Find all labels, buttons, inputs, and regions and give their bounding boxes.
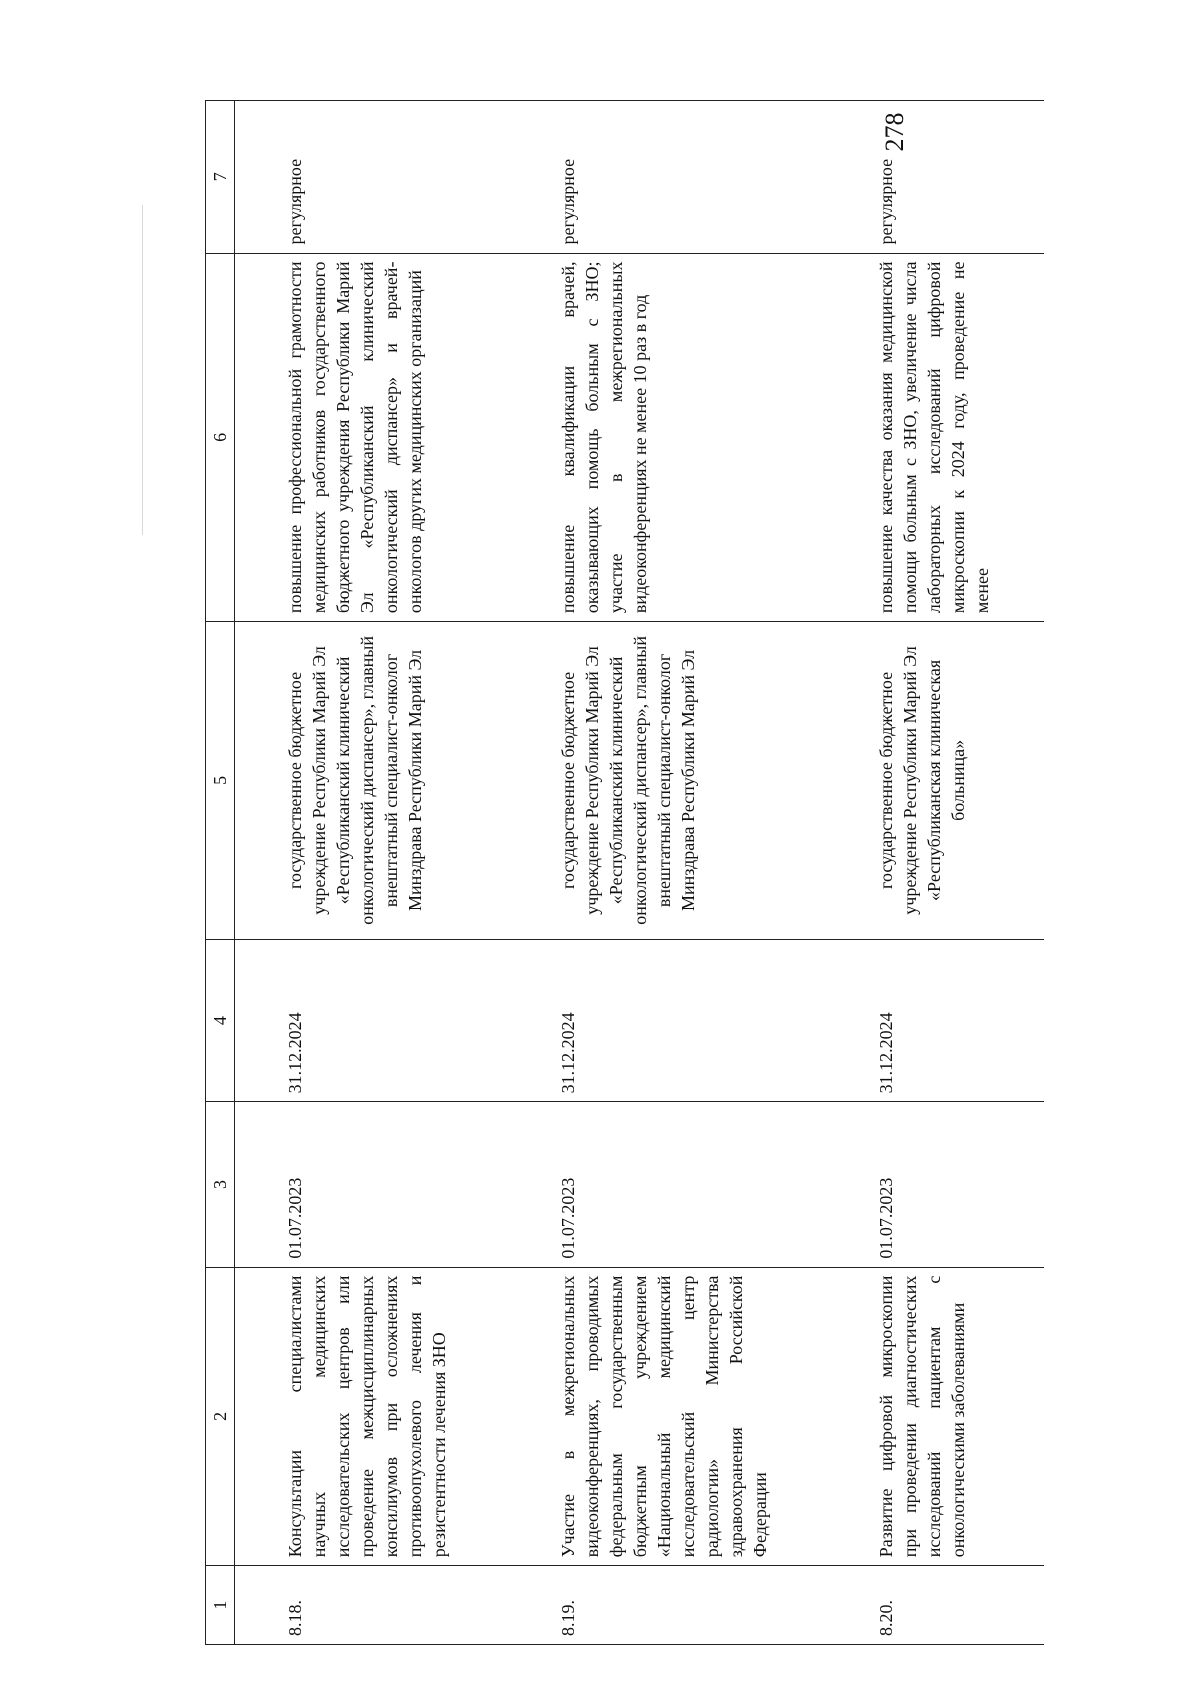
table-row bbox=[235, 101, 509, 1645]
frequency: регулярное bbox=[235, 101, 509, 254]
scan-artifact-line bbox=[142, 205, 143, 535]
end-date: 31.12.2024 bbox=[826, 939, 1044, 1102]
header-col-6: 6 bbox=[206, 253, 235, 622]
start-date: 01.07.2023 bbox=[235, 1102, 509, 1267]
rotated-table bbox=[205, 100, 1200, 1645]
header-col-1: 1 bbox=[206, 1566, 235, 1645]
expected-result: повышение квалификации врачей, оказывающих помощь больным с ЗНО; участие в межрегиональных видеоконференциях не менее 10 раз в год bbox=[508, 253, 826, 622]
row-number: 8.20. bbox=[826, 1566, 1044, 1645]
header-col-5: 5 bbox=[206, 622, 235, 940]
event-description: Участие в межрегиональных видеоконференциях, проводимых федеральным государственным бюджетным учреждением «Национальный медицинский исследовательский центр радиологии» Министерства здравоохранения Российской Федерации bbox=[508, 1267, 826, 1566]
event-description: Развитие цифровой микроскопии при проведении диагностических исследований пациентам с онкологическими заболеваниями bbox=[826, 1267, 1044, 1566]
row-number: 8.19. bbox=[508, 1566, 826, 1645]
frequency: регулярное bbox=[508, 101, 826, 254]
start-date: 01.07.2023 bbox=[826, 1102, 1044, 1267]
row-number: 8.18. bbox=[235, 1566, 509, 1645]
header-col-3: 3 bbox=[206, 1102, 235, 1267]
responsible-party: государственное бюджетное учреждение Республики Марий Эл «Республиканский клинический онкологический диспансер», главный внештатный специалист-онколог Минздрава Республики Марий Эл bbox=[508, 622, 826, 940]
rotated-table-container bbox=[205, 100, 1200, 1645]
end-date: 31.12.2024 bbox=[235, 939, 509, 1102]
header-col-4: 4 bbox=[206, 939, 235, 1102]
responsible-party: государственное бюджетное учреждение Республики Марий Эл «Республиканская клиническая больница» bbox=[826, 622, 1044, 940]
responsible-party: государственное бюджетное учреждение Республики Марий Эл «Республиканский клинический онкологический диспансер», главный внештатный специалист-онколог Минздрава Республики Марий Эл bbox=[235, 622, 509, 940]
expected-result: повышение качества оказания медицинской помощи больным с ЗНО, увеличение числа лабораторных исследований цифровой микроскопии к 2024 году, проведение не менее bbox=[826, 253, 1044, 622]
measures-table bbox=[205, 100, 1044, 1645]
header-col-2: 2 bbox=[206, 1267, 235, 1566]
header-col-7: 7 bbox=[206, 101, 235, 254]
end-date: 31.12.2024 bbox=[508, 939, 826, 1102]
table-row bbox=[826, 101, 1044, 1645]
table-row bbox=[508, 101, 826, 1645]
event-description: Консультации специалистами научных медицинских исследовательских центров или проведение межцисциплинарных консилиумов при осложнениях противоопухолевого лечения и резистентности лечения ЗНО bbox=[235, 1267, 509, 1566]
frequency: регулярное bbox=[826, 101, 1044, 254]
table-header bbox=[206, 101, 235, 1645]
start-date: 01.07.2023 bbox=[508, 1102, 826, 1267]
expected-result: повышение профессиональной грамотности медицинских работников государственного бюджетного учреждения Республики Марий Эл «Республиканский клинический онкологический диспансер» и врачей-онкологов других медицинских организаций bbox=[235, 253, 509, 622]
page-number: 278 bbox=[880, 112, 909, 152]
